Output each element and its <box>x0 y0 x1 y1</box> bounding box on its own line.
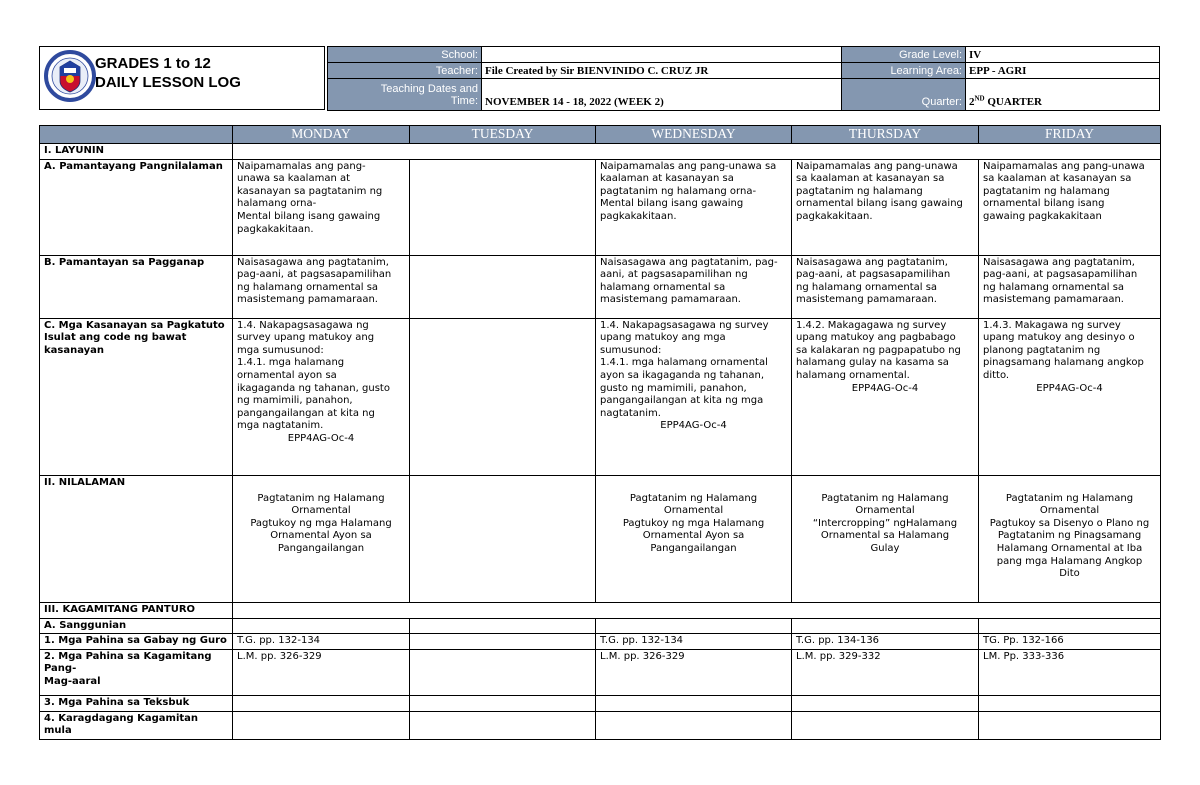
teaching-dates-label-line2: Time: <box>450 94 478 107</box>
content-text: Pagtatanim ng Halamang Ornamental “Intercropping” ngHalamang Ornamental sa Halamang Gulay <box>812 492 958 554</box>
cell-tuesday <box>410 159 596 255</box>
section-kagamitan: III. KAGAMITANG PANTURO <box>40 602 233 618</box>
cell-monday <box>233 475 410 602</box>
competency-code: EPP4AG-Oc-4 <box>287 432 355 444</box>
cell-friday <box>979 711 1161 739</box>
cell-monday: Naipamamalas ang pang- unawa sa kaalaman at kasanayan sa pagtatanim ng halamang orna- Mental bilang isang gawaing pagkakakitaan. <box>233 159 410 255</box>
row-pamantayang-pangnilalaman <box>40 159 1161 255</box>
teaching-dates-value: NOVEMBER 14 - 18, 2022 (WEEK 2) <box>482 79 842 111</box>
row-pamantayan-pagganap <box>40 255 1161 318</box>
grade-level-label: Grade Level: <box>842 47 966 63</box>
cell-tuesday <box>410 711 596 739</box>
cell-tuesday <box>410 255 596 318</box>
cell-monday <box>233 711 410 739</box>
row-kagamitang-mag-aaral <box>40 649 1161 695</box>
label-sanggunian: A. Sanggunian <box>40 618 233 634</box>
competency-text: 1.4.3. Makagawa ng survey upang matukoy ang desinyo o planong pagtatanim ng pinagsamang halamang angkop ditto. <box>983 319 1144 381</box>
cell-tuesday <box>410 649 596 695</box>
content-text: Pagtatanim ng Halamang Ornamental Pagtukoy ng mga Halamang Ornamental Ayon sa Pangangailangan <box>250 492 392 554</box>
school-value <box>482 47 842 63</box>
cell-thursday: Naipamamalas ang pang-unawa sa kaalaman at kasanayan sa pagtatanim ng halamang ornamental bilang isang gawaing pagkakakitaan. <box>792 159 979 255</box>
cell-wednesday <box>596 475 792 602</box>
label-karagdagang-kagamitan: 4. Karagdagang Kagamitan mula <box>40 711 233 739</box>
cell-monday: Naisasagawa ang pagtatanim, pag-aani, at pagsasapamilihan ng halamang ornamental sa masistemang pamamaraan. <box>233 255 410 318</box>
page-title-grades: GRADES 1 to 12 <box>95 55 211 72</box>
cell-friday <box>979 695 1161 711</box>
cell-empty <box>233 144 1161 160</box>
cell-friday <box>979 318 1161 475</box>
cell-thursday: L.M. pp. 329-332 <box>792 649 979 695</box>
label-pamantayan-pagganap: B. Pamantayan sa Pagganap <box>40 255 233 318</box>
cell-tuesday <box>410 318 596 475</box>
label-teksbuk: 3. Mga Pahina sa Teksbuk <box>40 695 233 711</box>
label-gabay-guro: 1. Mga Pahina sa Gabay ng Guro <box>40 634 233 650</box>
learning-area-label: Learning Area: <box>842 63 966 79</box>
cell-tuesday <box>410 618 596 634</box>
cell-tuesday <box>410 634 596 650</box>
label-kasanayan: C. Mga Kasanayan sa Pagkatuto Isulat ang code ng bawat kasanayan <box>40 318 233 475</box>
cell-thursday <box>792 618 979 634</box>
cell-wednesday <box>596 695 792 711</box>
competency-text: 1.4. Nakapagsasagawa ng survey upang matukoy ang mga sumusunod: 1.4.1. mga halamang ornamental ayon sa ikagaganda ng tahanan, gusto ng mamimili, panahon, pangangailangan at kita ng mga nagtatanim. <box>237 319 390 432</box>
quarter-text: QUARTER <box>984 96 1042 108</box>
content-text: Pagtatanim ng Halamang Ornamental Pagtukoy sa Disenyo o Plano ng Pagtatanim ng Pinagsamang Halamang Ornamental at Iba pang mga Halamang Angkop Dito <box>989 492 1150 580</box>
cell-wednesday <box>596 618 792 634</box>
deped-seal-icon <box>44 50 96 102</box>
cell-monday <box>233 695 410 711</box>
row-kagamitan <box>40 602 1161 618</box>
days-header-blank <box>40 126 233 144</box>
cell-thursday <box>792 318 979 475</box>
label-kagamitang-mag-aaral: 2. Mga Pahina sa Kagamitang Pang- Mag-aaral <box>40 649 233 695</box>
cell-thursday <box>792 695 979 711</box>
competency-code: EPP4AG-Oc-4 <box>1036 382 1103 394</box>
competency-code: EPP4AG-Oc-4 <box>851 382 919 394</box>
days-header-row <box>40 126 1161 144</box>
day-friday: FRIDAY <box>979 126 1161 144</box>
day-monday: MONDAY <box>233 126 410 144</box>
row-gabay-guro <box>40 634 1161 650</box>
cell-tuesday <box>410 695 596 711</box>
row-kasanayan <box>40 318 1161 475</box>
quarter-label: Quarter: <box>842 79 966 111</box>
competency-text: 1.4.2. Makagagawa ng survey upang matukoy ang pagbabago sa kalakaran ng pagpapatubo ng halamang gulay na kasama sa halamang ornamental. <box>796 319 961 381</box>
cell-friday <box>979 475 1161 602</box>
cell-empty <box>233 602 1161 618</box>
learning-area-value: EPP - AGRI <box>966 63 1160 79</box>
grade-level-value: IV <box>966 47 1160 63</box>
quarter-value <box>966 79 1160 111</box>
cell-wednesday: L.M. pp. 326-329 <box>596 649 792 695</box>
header-info-table <box>327 46 1160 111</box>
day-thursday: THURSDAY <box>792 126 979 144</box>
quarter-suffix: ND <box>974 94 985 103</box>
cell-wednesday: Naipamamalas ang pang-unawa sa kaalaman at kasanayan sa pagtatanim ng halamang orna- Mental bilang isang gawaing pagkakakitaan. <box>596 159 792 255</box>
day-tuesday: TUESDAY <box>410 126 596 144</box>
cell-monday <box>233 618 410 634</box>
cell-friday: TG. Pp. 132-166 <box>979 634 1161 650</box>
lesson-log-table <box>39 125 1161 740</box>
cell-friday <box>979 618 1161 634</box>
section-layunin: I. LAYUNIN <box>40 144 233 160</box>
teaching-dates-label <box>328 79 482 111</box>
cell-tuesday <box>410 475 596 602</box>
teaching-dates-label-line1: Teaching Dates and <box>380 82 478 95</box>
section-nilalaman: II. NILALAMAN <box>40 475 233 602</box>
row-sanggunian <box>40 618 1161 634</box>
cell-wednesday <box>596 711 792 739</box>
row-nilalaman <box>40 475 1161 602</box>
cell-wednesday: Naisasagawa ang pagtatanim, pag- aani, at pagsasapamilihan ng halamang ornamental sa masistemang pamamaraan. <box>596 255 792 318</box>
cell-friday: Naipamamalas ang pang-unawa sa kaalaman at kasanayan sa pagtatanim ng halamang ornamental bilang isang gawaing pagkakakitaan <box>979 159 1161 255</box>
quarter-number: 2 <box>969 96 975 108</box>
competency-text: 1.4. Nakapagsasagawa ng survey upang matukoy ang mga sumusunod: 1.4.1. mga halamang ornamental ayon sa ikagaganda ng tahanan, gusto ng mamimili, panahon, pangangailangan at kita ng mga nagtatanim. <box>600 319 769 419</box>
cell-monday: L.M. pp. 326-329 <box>233 649 410 695</box>
cell-thursday <box>792 475 979 602</box>
school-label: School: <box>328 47 482 63</box>
cell-wednesday: T.G. pp. 132-134 <box>596 634 792 650</box>
day-wednesday: WEDNESDAY <box>596 126 792 144</box>
cell-wednesday <box>596 318 792 475</box>
row-teksbuk <box>40 695 1161 711</box>
page-title-dll: DAILY LESSON LOG <box>95 74 241 91</box>
row-karagdagang-kagamitan <box>40 711 1161 739</box>
teacher-value: File Created by Sir BIENVINIDO C. CRUZ JR <box>482 63 842 79</box>
cell-thursday <box>792 711 979 739</box>
competency-code: EPP4AG-Oc-4 <box>660 420 727 432</box>
content-text: Pagtatanim ng Halamang Ornamental Pagtukoy ng mga Halamang Ornamental Ayon sa Pangangailangan <box>622 492 765 554</box>
cell-monday: T.G. pp. 132-134 <box>233 634 410 650</box>
label-pamantayang-pangnilalaman: A. Pamantayang Pangnilalaman <box>40 159 233 255</box>
cell-thursday: T.G. pp. 134-136 <box>792 634 979 650</box>
cell-monday <box>233 318 410 475</box>
cell-friday: LM. Pp. 333-336 <box>979 649 1161 695</box>
cell-thursday: Naisasagawa ang pagtatanim, pag-aani, at pagsasapamilihan ng halamang ornamental sa masistemang pamamaraan. <box>792 255 979 318</box>
teacher-label: Teacher: <box>328 63 482 79</box>
cell-friday: Naisasagawa ang pagtatanim, pag-aani, at pagsasapamilihan ng halamang ornamental sa masistemang pamamaraan. <box>979 255 1161 318</box>
row-layunin <box>40 144 1161 160</box>
